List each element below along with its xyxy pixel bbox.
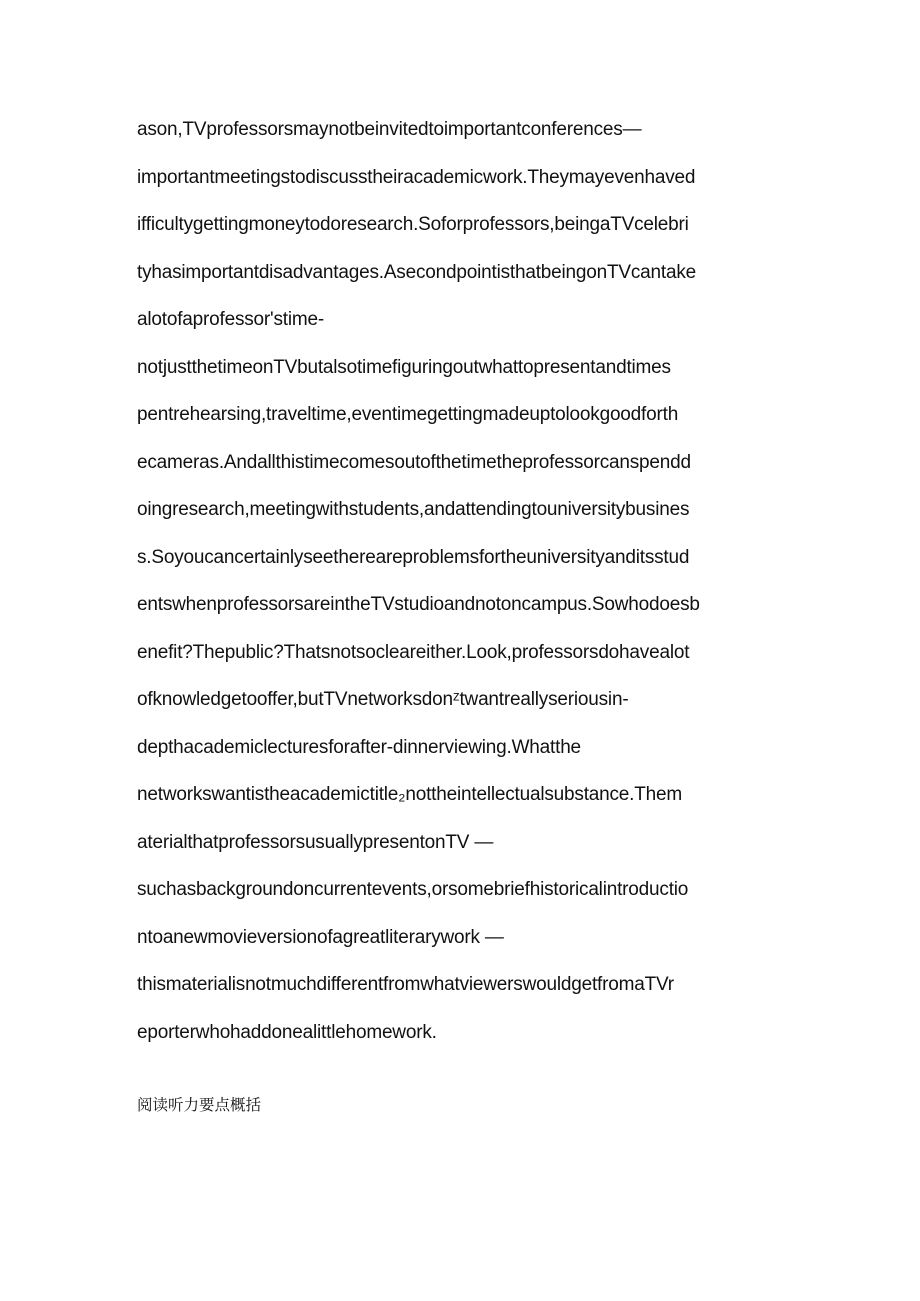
passage-text bbox=[137, 112, 797, 1062]
text-line: networkswantistheacademictitle₂nottheintellectualsubstance.Them bbox=[137, 784, 683, 805]
text-line: ecameras.Andallthistimecomesoutofthetimetheprofessorcanspendd bbox=[137, 451, 691, 473]
text-line: ifficultygettingmoneytodoresearch.Soforprofessors,beingaTVcelebri bbox=[137, 214, 689, 235]
text-line: importantmeetingstodiscusstheiracademicwork.Theymayevenhaved bbox=[137, 166, 696, 188]
text-line: enefit?Thepublic?Thatsnotsoclеareither.Look,professorsdohavealot bbox=[137, 641, 690, 663]
text-line: ntoanewmovieversionofagreatliterarywork — bbox=[137, 926, 504, 948]
text-line: entswhenprofessorsareintheTVstudioandnotoncampus.Sowhodoesb bbox=[137, 594, 700, 615]
text-line: eporterwhohaddonealittlehomework. bbox=[137, 1021, 437, 1043]
text-line: suchasbackgroundoncurrentevents,orsomebriefhistoricalintroductio bbox=[137, 879, 689, 900]
text-line: aterialthatprofessorsusuallypresentonTV — bbox=[137, 831, 494, 853]
text-line: notjustthetimeonTVbutalsotimefiguringoutwhattopresentandtimes bbox=[137, 356, 671, 378]
section-heading: 阅读听力要点概括 bbox=[137, 1096, 262, 1114]
text-line: tyhasimportantdisadvantages.AsecondpointisthatbeingonTVcantake bbox=[137, 261, 697, 283]
text-line: pentrehearsing,traveltime,eventimegettingmadeuptolookgoodforth bbox=[137, 404, 679, 425]
text-line: s.Soyoucancertainlyseethereareproblemsfortheuniversityanditsstud bbox=[137, 546, 690, 568]
text-line: oingresearch,meetingwithstudents,andattendingtouniversitybusines bbox=[137, 499, 690, 520]
text-line: thismaterialisnotmuchdifferentfromwhatviewerswouldgetfromaTVr bbox=[137, 974, 674, 995]
text-line: depthacademiclecturesforafter-dinnerviewing.Whatthe bbox=[137, 736, 581, 758]
text-line: ason,TVprofessorsmaynotbeinvitedtoimportantconferences— bbox=[137, 119, 642, 140]
text-line: ofknowledgetooffer,butTVnetworksdonᶻtwantreallyseriousin- bbox=[137, 689, 629, 710]
text-line: alotofaprofessor'stime- bbox=[137, 309, 324, 330]
